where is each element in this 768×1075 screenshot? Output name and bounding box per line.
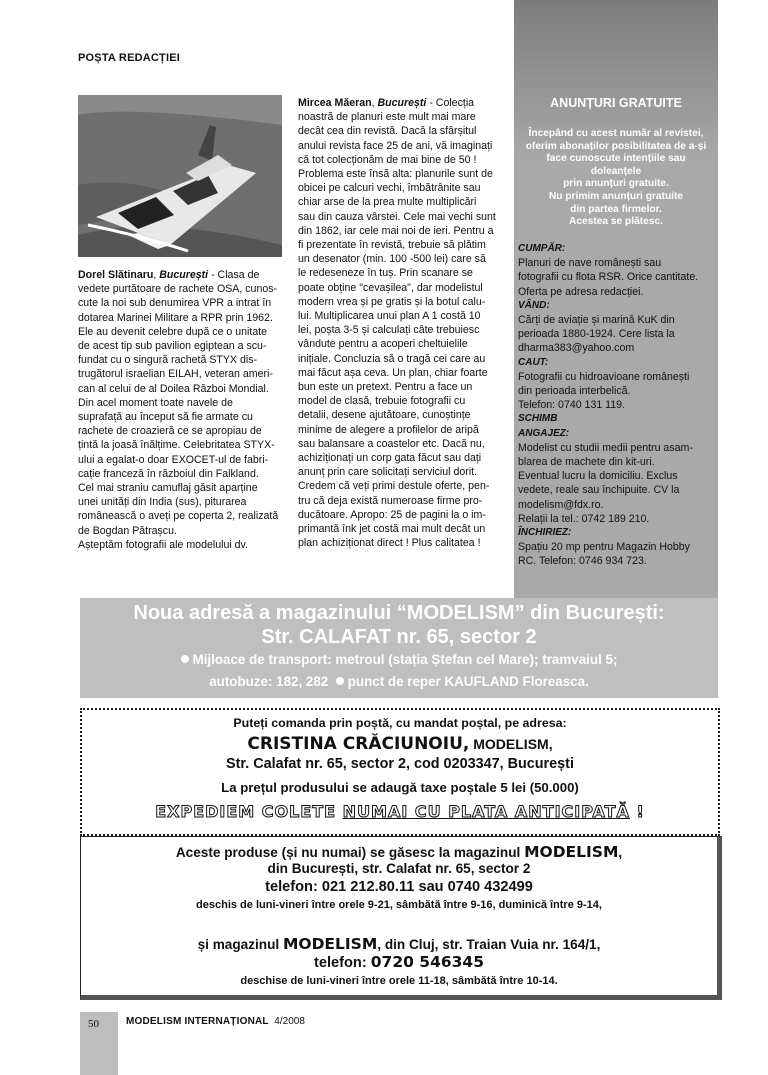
- bullet-icon: [336, 677, 344, 685]
- order-address: Str. Calafat nr. 65, sector 2, cod 0203347, București: [226, 756, 574, 772]
- store-cluj-intro: [81, 935, 717, 953]
- letter-mircea: Mircea Măeran, București - Colecția noastră de planuri este mult mai mare decât cea din revistă. Dacă la sfârșitul anului revista face 25 de ani, vă imaginați că tot colecționăm de mai bine de 50 ! Problema este însă alta: planurile sunt de obicei pe calcuri vechi, îmbătrânite sau chiar arse de la prea multe multiplicări sau din cauza vârstei. Cele mai vechi sunt din 1862, iar cele mai noi de ieri. Pentru a fi prezentate în revistă, trebuie să plătim un desenator (min. 100 -500 lei) care să le redeseneze în tuș. Prin scanare se poate obține "cevașilea", dar modelistul modern vrea și pe gratis și la botul calu- lui. Multiplicarea unui plan A 1 costă 10 lei, poșta 3-5 și calculați câte trebuiesc vândute pentru a acoperi cheltuielile inițiale. Concluzia să o tragă cei care au mai făcut așa ceva. Un plan, chiar foarte bun este un pretext. Pentru a face un model de clasă, trebuie fotografii cu detalii, desene ajutătoare, cunoștințe minime de alegere a profilelor de aripă sau balansare a coastelor etc. Dacă nu, achiziționați un corp gata făcut sau dați anunț prin care solicitați serviciul dorit. Credem că veți primi destule oferte, pen- tru că deja există numeroase firme pro- ducătoare. Apropo: 25 de pagini la o im- primantă înk jet costă mai mult decât un plan achiziționat direct ! Plus calitatea !: [298, 96, 502, 551]
- ad-line: Telefon: 0740 131 119.: [518, 399, 626, 412]
- order-postal-fee: La prețul produsului se adaugă taxe poștale 5 lei (50.000): [221, 780, 579, 795]
- letter-line: fundat cu o singură rachetă STYX dis-: [78, 354, 258, 367]
- letter-line: plan achiziționat direct ! Plus calitatea !: [298, 537, 481, 550]
- ad-line: fotografii cu flota RSR. Orice cantitate.: [518, 271, 699, 284]
- page-number: 50: [88, 1018, 99, 1030]
- store-comma: ,: [618, 845, 623, 860]
- ad-category: SCHIMB: [518, 413, 558, 425]
- order-recipient: [82, 734, 718, 754]
- ad-category: CUMPĂR:: [518, 243, 566, 254]
- letter-line: țintă la joasă înălțime. Celebritatea STYX-: [78, 439, 275, 452]
- ad-category: VÂND:: [518, 299, 550, 311]
- order-box: [80, 708, 720, 836]
- letter-line: - Colecția: [426, 97, 475, 109]
- ads-intro-line: Începând cu acest număr al revistei,: [528, 128, 704, 139]
- store-bucharest-intro: [81, 843, 717, 861]
- store-bucharest-hours: deschis de luni-vineri între orele 9-21, sâmbătă între 9-16, duminică între 9-14,: [196, 899, 602, 911]
- banner-bus: [80, 674, 718, 689]
- prepay-text-underlined: NUMAI CU PLATA ANTICIPATĂ: [342, 802, 630, 821]
- letter-line: tru că deja există numeroase firme pro-: [298, 494, 483, 507]
- letter-line: suprafață au început să fie armate cu: [78, 411, 253, 424]
- banner-address: Str. CALAFAT nr. 65, sector 2: [261, 626, 537, 648]
- ads-intro: [520, 128, 712, 229]
- letter-line: românească o aveți pe coperta 2, realizată: [78, 510, 279, 523]
- letter-line: fi prezentate în revistă, trebuie să plătim: [298, 239, 486, 252]
- store-cluj-hours: deschise de luni-vineri între orele 11-18, sâmbătă între 10-14.: [240, 975, 558, 987]
- banner-landmark-text: punct de reper KAUFLAND Floreasca.: [347, 674, 589, 689]
- letter-line: Credem că veți primi destule oferte, pen-: [298, 480, 490, 493]
- ad-line: RC. Telefon: 0746 934 723.: [518, 555, 647, 568]
- warship-icon: [78, 95, 282, 257]
- letter-line: sau balansare a coastelor etc. Dacă nu,: [298, 437, 485, 450]
- ad-category: ÎNCHIRIEZ:: [518, 527, 572, 539]
- letter-line: de Bogdan Pătrașcu.: [78, 524, 177, 537]
- letter-line: anului revista face 25 de ani, vă imaginați: [298, 139, 493, 152]
- letter-line: le redeseneze în tuș. Prin scanare se: [298, 267, 473, 280]
- ad-line: vedete, reale sau închipuite. CV la: [518, 484, 680, 497]
- letter-line: lui. Multiplicarea unui plan A 1 costă 10: [298, 310, 481, 323]
- ads-intro-line: Nu primim anunțuri gratuite: [548, 190, 684, 202]
- ads-intro-line: oferim abonaților posibilitatea de a-și: [525, 140, 707, 152]
- banner-headline: Noua adresă a magazinului “MODELISM” din București:: [133, 602, 665, 624]
- recipient-name: CRISTINA CRĂCIUNOIU,: [247, 734, 470, 754]
- ad-line: perioada 1880-1924. Cere lista la: [518, 328, 675, 341]
- letter-line: anunț prin care solicitați serviciul dorit.: [298, 466, 477, 479]
- letter-line: Cel mai straniu camuflaj găsit aparține: [78, 482, 258, 495]
- ads-intro-line: din partea firmelor.: [570, 203, 662, 215]
- letter-line: Așteptăm fotografii ale modelului dv.: [78, 538, 248, 551]
- stores-box: [80, 836, 722, 1000]
- letter-line: Problema este însă alta: planurile sunt de: [298, 168, 493, 181]
- letter-line: mai făcut așa ceva. Un plan, chiar foarte: [298, 366, 488, 379]
- store-brand: MODELISM: [282, 935, 378, 953]
- letter-line: vândute pentru a acoperi cheltuielile: [298, 338, 468, 351]
- letter-line: vedete purtătoare de rachete OSA, cunos-: [78, 283, 278, 296]
- footer-magazine: [126, 1016, 305, 1027]
- letter-line: lei, poșta 3-5 și calculați câte trebuiesc: [298, 324, 480, 337]
- ad-line: din perioada interbelică.: [518, 385, 631, 398]
- ad-line: Fotografii cu hidroavioane românești: [518, 370, 690, 383]
- letter-author: Mircea Măeran: [298, 97, 372, 109]
- letter-line: decât cea din revistă. Dacă la sfârșitul: [298, 125, 477, 138]
- letter-line: Ele au devenit celebre după ce o unitate: [78, 325, 268, 338]
- store-cluj-address: , din Cluj, str. Traian Vuia nr. 164/1,: [377, 937, 601, 952]
- letter-dorel: Dorel Slătinaru, București - Clasa de vedete purtătoare de rachete OSA, cunos- cute la noi sub denumirea VPR a intrat în dotarea Marinei Militare a RPR prin 1962. Ele au devenit celebre după ce o unitate de acest tip sub pavilion egiptean a scu- fundat cu o singură rachetă STYX dis- trugătorul israelian EILAH, veteran ameri- can al celui de al Doilea Război Mondial. Din acel moment toate navele de suprafață au început să fie armate cu rachete de croazieră ce se apropiau de țintă la joasă înălțime. Celebritatea STYX- ului a egalat-o doar EXOCET-ul de fabri- cație franceză în războiul din Falkland. Cel mai straniu camuflaj găsit aparține unei unități din India (sus), piturarea românească o aveți pe coperta 2, realizată de Bogdan Pătrașcu. Așteptăm fotografii ale modelului dv.: [78, 268, 284, 552]
- letter-line: model de clasă, trebuie fotografii cu: [298, 395, 466, 408]
- letter-line: rachete de croazieră ce se apropiau de: [78, 425, 262, 438]
- ad-line: Planuri de nave românești sau: [518, 257, 662, 270]
- bullet-icon: [181, 655, 189, 663]
- magazine-issue: 4/2008: [274, 1016, 305, 1027]
- store-address-banner: [80, 598, 718, 698]
- store-bucharest-phone: telefon: 021 212.80.11 sau 0740 432499: [265, 879, 533, 895]
- letter-line: cație franceză în războiul din Falkland.: [78, 467, 259, 480]
- order-intro: Puteți comanda prin poștă, cu mandat poștal, pe adresa:: [233, 716, 567, 730]
- recipient-company: MODELISM,: [469, 736, 553, 752]
- ad-line: Eventual lucru la domiciliu. Exclus: [518, 470, 678, 483]
- banner-transport-text: Mijloace de transport: metroul (stația Ștefan cel Mare); tramvaiul 5;: [192, 652, 618, 667]
- ads-intro-line: prin anunțuri gratuite.: [563, 178, 669, 190]
- banner-bus-text: autobuze: 182, 282: [209, 674, 329, 689]
- letter-line: Din acel moment toate navele de: [78, 396, 233, 409]
- letter-line: can al celui de al Doilea Război Mondial.: [78, 382, 269, 395]
- letter-line: inițiale. Concluzia să o tragă cei care au: [298, 352, 486, 365]
- letter-line: ului a egalat-o doar EXOCET-ul de fabri-: [78, 453, 269, 466]
- letter-line: detalii, desene ajutătoare, cunoștințe: [298, 409, 471, 422]
- warship-photo: [78, 95, 282, 257]
- section-header: POȘTA REDACȚIEI: [78, 52, 181, 64]
- letter-author: Dorel Slătinaru: [78, 269, 154, 281]
- letter-line: obicei pe calcuri vechi, îmbătrânite sau: [298, 182, 481, 195]
- store-cluj-text: și magazinul: [197, 937, 283, 952]
- ad-line: blarea de machete din kit-uri.: [518, 456, 655, 469]
- phone-number: 0720 546345: [370, 953, 484, 971]
- letter-city: București: [159, 269, 209, 281]
- order-prepay-notice: [82, 802, 718, 821]
- ad-line: Modelist cu studii medii pentru asam-: [518, 441, 693, 454]
- letter-line: minime de alegere a profilelor de aripă: [298, 423, 479, 436]
- letter-city: București: [377, 97, 427, 109]
- letter-line: cute la noi sub denumirea VPR a intrat în: [78, 297, 272, 310]
- letter-line: de acest tip sub pavilion egiptean a scu-: [78, 340, 267, 353]
- letter-line: achiziționați un corp gata făcut sau dați: [298, 452, 482, 465]
- ad-category: ANGAJEZ:: [518, 427, 570, 439]
- store-bucharest-address: din București, str. Calafat nr. 65, sector 2: [267, 861, 531, 876]
- letter-line: dotarea Marinei Militare a RPR prin 1962.: [78, 311, 273, 324]
- ads-intro-line: face cunoscute intențiile sau doleanțele: [546, 153, 686, 177]
- letter-line: un desenator (min. 100 -500 lei) care să: [298, 253, 486, 266]
- letter-line: ducătoare. Apropo: 25 de pagini la o im-: [298, 508, 486, 521]
- ad-line: Oferta pe adresa redacției.: [518, 285, 644, 298]
- ad-category: CAUT:: [518, 356, 549, 368]
- letter-line: din 1862, iar cele mai noi de ieri. Pentru a: [298, 224, 494, 237]
- letter-line: sau din cauza vârstei. Cele mai vechi sunt: [298, 210, 496, 223]
- magazine-name: MODELISM INTERNAȚIONAL: [126, 1016, 269, 1027]
- ads-intro-line: Acestea se plătesc.: [568, 216, 663, 228]
- ad-line: Cărți de aviație și marină KuK din: [518, 314, 675, 327]
- ad-email-link[interactable]: dharma383@yahoo.com: [518, 342, 635, 355]
- letter-line: bun este un pretext. Pentru a face un: [298, 381, 473, 394]
- ad-email-link[interactable]: modelism@fdx.ro.: [518, 498, 604, 511]
- letter-line: că tot colecționăm de mai bine de 50 !: [298, 153, 477, 166]
- store-intro-text: Aceste produse (și nu numai) se găsesc la magazinul: [175, 845, 525, 860]
- footer-page-box: [80, 1012, 118, 1075]
- letter-line: modern vrea și pe gratis și la botul calu-: [298, 295, 486, 308]
- prepay-text: EXPEDIEM COLETE: [155, 802, 343, 821]
- store-cluj-phone: [81, 953, 717, 971]
- letter-line: primantă înk jet costă mai mult decât un: [298, 523, 486, 536]
- phone-label: telefon:: [313, 955, 371, 971]
- letter-line: trugătorul israelian EILAH, veteran ameri-: [78, 368, 273, 381]
- letter-line: noastră de planuri este mult mai mare: [298, 111, 476, 124]
- prepay-exclamation: !: [629, 802, 645, 821]
- letter-line: chiar arse de la prea multe multiplicări: [298, 196, 477, 209]
- ad-line: Spațiu 20 mp pentru Magazin Hobby: [518, 541, 690, 554]
- store-brand: MODELISM: [524, 843, 619, 861]
- letter-line: poate obține "cevașilea", dar modelistul: [298, 281, 483, 294]
- ads-list: [518, 242, 714, 569]
- ad-line: Relații la tel.: 0742 189 210.: [518, 512, 650, 525]
- banner-transport: [80, 652, 718, 667]
- ads-title: ANUNȚURI GRATUITE: [550, 96, 682, 110]
- letter-line: - Clasa de: [208, 269, 260, 281]
- letter-line: unei unități din India (sus), piturarea: [78, 496, 247, 509]
